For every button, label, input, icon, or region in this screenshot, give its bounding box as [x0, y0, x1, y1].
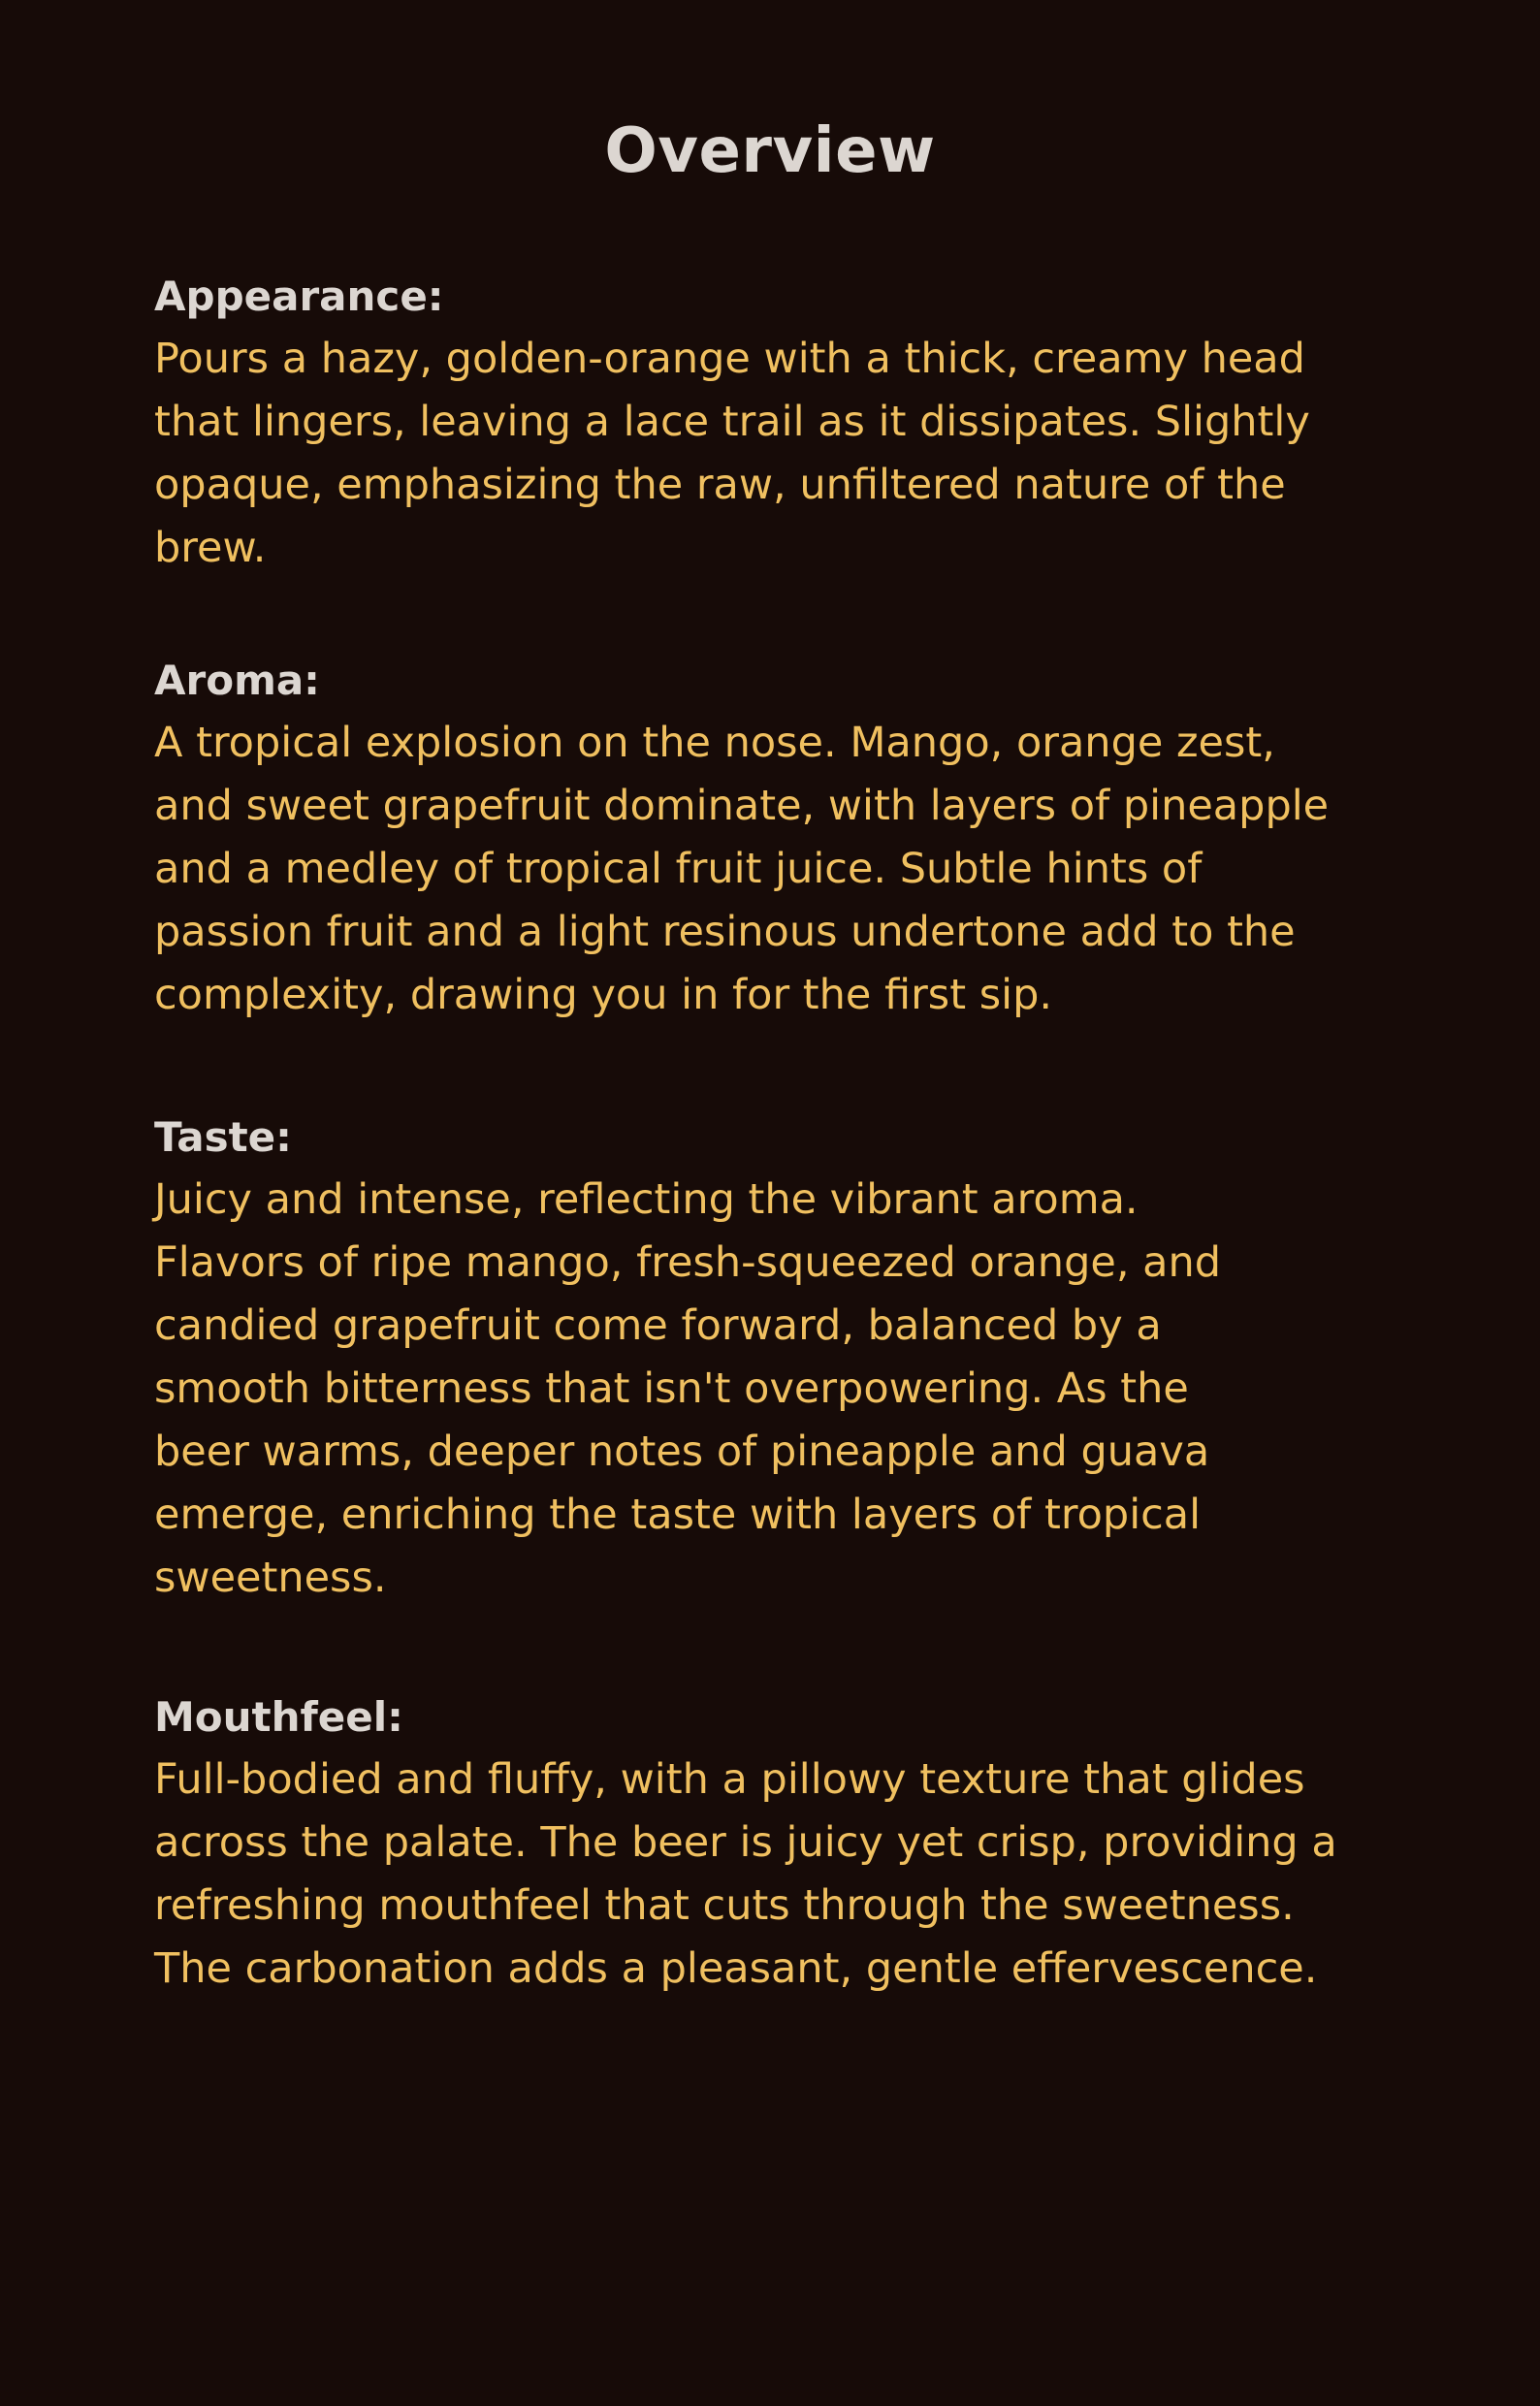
- section-body: [154, 1748, 1405, 2001]
- body-line: candied grapefruit come forward, balanced by a: [154, 1301, 1162, 1350]
- section-appearance: [154, 266, 1405, 580]
- body-line: refreshing mouthfeel that cuts through the sweetness.: [154, 1881, 1295, 1930]
- section-body: [154, 712, 1405, 1027]
- body-line: brew.: [154, 524, 267, 572]
- body-line: Juicy and intense, reflecting the vibrant aroma.: [154, 1175, 1139, 1224]
- body-line: smooth bitterness that isn't overpowering. As the: [154, 1364, 1189, 1413]
- body-line: opaque, emphasizing the raw, unfiltered nature of the: [154, 461, 1286, 509]
- body-line: across the palate. The beer is juicy yet crisp, providing a: [154, 1818, 1337, 1867]
- body-line: and a medley of tropical fruit juice. Subtle hints of: [154, 845, 1203, 893]
- body-line: and sweet grapefruit dominate, with layers of pineapple: [154, 782, 1330, 830]
- section-heading: Mouthfeel:: [154, 1693, 403, 1741]
- body-line: emerge, enriching the taste with layers of tropical: [154, 1491, 1202, 1539]
- section-body: [154, 328, 1405, 580]
- body-line: beer warms, deeper notes of pineapple and guava: [154, 1428, 1210, 1476]
- body-line: that lingers, leaving a lace trail as it dissipates. Slightly: [154, 398, 1310, 446]
- section-taste: [154, 1107, 1405, 1610]
- body-line: Pours a hazy, golden-orange with a thick, creamy head: [154, 335, 1305, 383]
- section-mouthfeel: [154, 1686, 1405, 2001]
- body-line: Full-bodied and fluffy, with a pillowy texture that glides: [154, 1755, 1305, 1804]
- body-line: The carbonation adds a pleasant, gentle effervescence.: [154, 1944, 1318, 1993]
- body-line: complexity, drawing you in for the first sip.: [154, 971, 1053, 1019]
- body-line: passion fruit and a light resinous undertone add to the: [154, 908, 1296, 956]
- section-body: [154, 1169, 1405, 1610]
- section-aroma: [154, 650, 1405, 1027]
- section-heading: Taste:: [154, 1113, 292, 1161]
- section-heading: Aroma:: [154, 657, 320, 704]
- body-line: Flavors of ripe mango, fresh-squeezed orange, and: [154, 1238, 1222, 1287]
- body-line: sweetness.: [154, 1554, 387, 1602]
- page-title: Overview: [604, 115, 936, 187]
- body-line: A tropical explosion on the nose. Mango, orange zest,: [154, 719, 1275, 767]
- section-heading: Appearance:: [154, 273, 444, 320]
